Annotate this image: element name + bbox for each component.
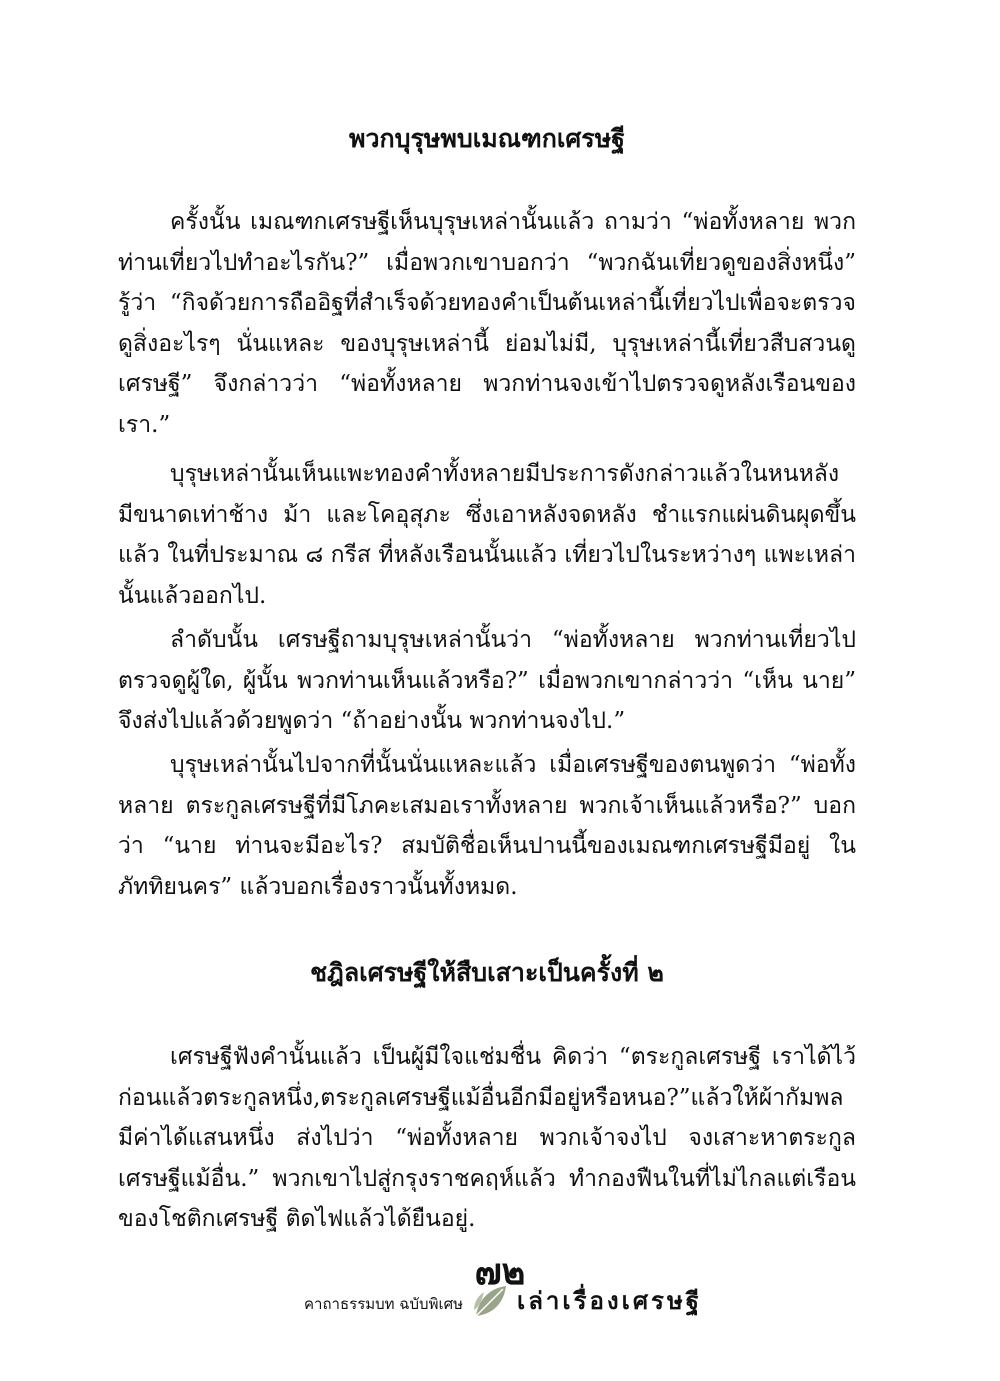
paragraph-5: เศรษฐีฟังคำนั้นแล้ว เป็นผู้มีใจแช่มชื่น คิดว่า “ตระกูลเศรษฐี เราได้ไว้ก่อนแล้วตระกูลหนึ่ง,ตระกูลเศรษฐีแม้อื่นอีกมีอยู่หรือหนอ?”แล้วให้ผ้ากัมพลมีค่าได้แสนหนึ่ง ส่งไปว่า “พ่อทั้งหลาย พวกเจ้าจงไป จงเสาะหาตระกูลเศรษฐีแม้อื่น.” พวกเขาไปสู่กรุงราชคฤห์แล้ว ทำกองฟืนในที่ไม่ไกลแต่เรือนของโชติกเศรษฐี ติดไฟแล้วได้ยืนอยู่. bbox=[118, 1044, 856, 1232]
document-page bbox=[118, 0, 856, 1381]
page-footer bbox=[0, 1252, 1000, 1352]
leaf-icon bbox=[470, 1280, 512, 1322]
paragraph-2: บุรุษเหล่านั้นเห็นแพะทองคำทั้งหลายมีประการดังกล่าวแล้วในหนหลัง มีขนาดเท่าช้าง ม้า และโคอุสุภะ ซึ่งเอาหลังจดหลัง ชำแรกแผ่นดินผุดขึ้นแล้ว ในที่ประมาณ ๘ กรีส ที่หลังเรือนนั้นแล้ว เที่ยวไปในระหว่างๆ แพะเหล่านั้นแล้วออกไป. bbox=[118, 461, 856, 609]
paragraph-1: ครั้งนั้น เมณฑกเศรษฐีเห็นบุรุษเหล่านั้นแล้ว ถามว่า “พ่อทั้งหลาย พวกท่านเที่ยวไปทำอะไรกัน?” เมื่อพวกเขาบอกว่า “พวกฉันเที่ยวดูของสิ่งหนึ่ง” รู้ว่า “กิจด้วยการถืออิฐที่สำเร็จด้วยทองคำเป็นต้นเหล่านี้เที่ยวไปเพื่อจะตรวจดูสิ่งอะไรๆ นั่นแหละ ของบุรุษเหล่านี้ ย่อมไม่มี, บุรุษเหล่านี้เที่ยวสืบสวนดูเศรษฐี” จึงกล่าวว่า “พ่อทั้งหลาย พวกท่านจงเข้าไปตรวจดูหลังเรือนของเรา.” bbox=[118, 209, 856, 438]
paragraph-3: ลำดับนั้น เศรษฐีถามบุรุษเหล่านั้นว่า “พ่อทั้งหลาย พวกท่านเที่ยวไปตรวจดูผู้ใด, ผู้นั้น พวกท่านเห็นแล้วหรือ?” เมื่อพวกเขากล่าวว่า “เห็น นาย” จึงส่งไปแล้วด้วยพูดว่า “ถ้าอย่างนั้น พวกท่านจงไป.” bbox=[118, 627, 856, 734]
section-heading-2: ชฎิลเศรษฐีให้สืบเสาะเป็นครั้งที่ ๒ bbox=[310, 958, 664, 987]
series-title: เล่าเรื่องเศรษฐี bbox=[517, 1286, 703, 1315]
page-number: ๗๒ bbox=[474, 1251, 526, 1293]
book-title: คาถาธรรมบท ฉบับพิเศษ bbox=[304, 1295, 463, 1313]
section-heading-1: พวกบุรุษพบเมณฑกเศรษฐี bbox=[348, 124, 625, 153]
paragraph-4: บุรุษเหล่านั้นไปจากที่นั้นนั่นแหละแล้ว เมื่อเศรษฐีของตนพูดว่า “พ่อทั้งหลาย ตระกูลเศรษฐีที่มีโภคะเสมอเราทั้งหลาย พวกเจ้าเห็นแล้วหรือ?” บอกว่า “นาย ท่านจะมีอะไร? สมบัติชื่อเห็นปานนี้ของเมณฑกเศรษฐีมีอยู่ ในภัททิยนคร” แล้วบอกเรื่องราวนั้นทั้งหมด. bbox=[118, 752, 856, 900]
